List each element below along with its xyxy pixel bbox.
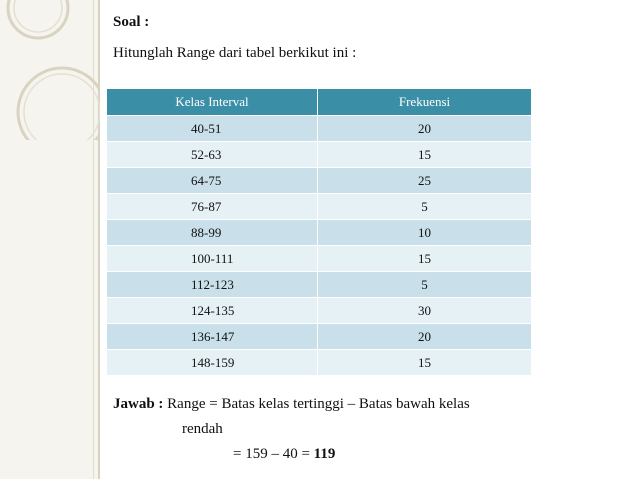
table-row [107,142,531,168]
table-row [107,116,531,142]
cell-interval: 136-147 [107,324,318,350]
table-row [107,246,531,272]
header-frequency: Frekuensi [318,89,532,116]
answer-calculation: = 159 – 40 = [233,446,310,462]
cell-frequency: 15 [318,142,532,168]
cell-interval: 148-159 [107,350,318,376]
header-class-interval: Kelas Interval [107,89,318,116]
cell-interval: 88-99 [107,220,318,246]
table-row [107,298,531,324]
cell-frequency: 25 [318,168,532,194]
table-row [107,220,531,246]
question-title: Soal : [113,14,150,30]
cell-frequency: 30 [318,298,532,324]
table-row [107,272,531,298]
cell-interval: 124-135 [107,298,318,324]
answer-line-1 [113,396,470,413]
cell-frequency: 15 [318,350,532,376]
cell-interval: 52-63 [107,142,318,168]
cell-frequency: 5 [318,272,532,298]
table-row [107,168,531,194]
answer-result: 119 [313,446,336,462]
decorative-rings-icon [0,0,100,140]
cell-frequency: 10 [318,220,532,246]
cell-interval: 40-51 [107,116,318,142]
table-row [107,194,531,220]
cell-interval: 64-75 [107,168,318,194]
cell-frequency: 5 [318,194,532,220]
cell-frequency: 20 [318,324,532,350]
table-header-row [107,89,531,116]
cell-interval: 100-111 [107,246,318,272]
cell-interval: 112-123 [107,272,318,298]
question-text: Hitunglah Range dari tabel berkikut ini : [113,45,357,61]
frequency-table [107,89,531,375]
answer-formula: Range = Batas kelas tertinggi – Batas bawah kelas [167,396,470,412]
table-row [107,350,531,376]
answer-line-3 [233,446,335,463]
cell-frequency: 20 [318,116,532,142]
answer-label: Jawab : [113,396,164,412]
answer-line-2: rendah [182,421,223,437]
cell-interval: 76-87 [107,194,318,220]
table-row [107,324,531,350]
cell-frequency: 15 [318,246,532,272]
